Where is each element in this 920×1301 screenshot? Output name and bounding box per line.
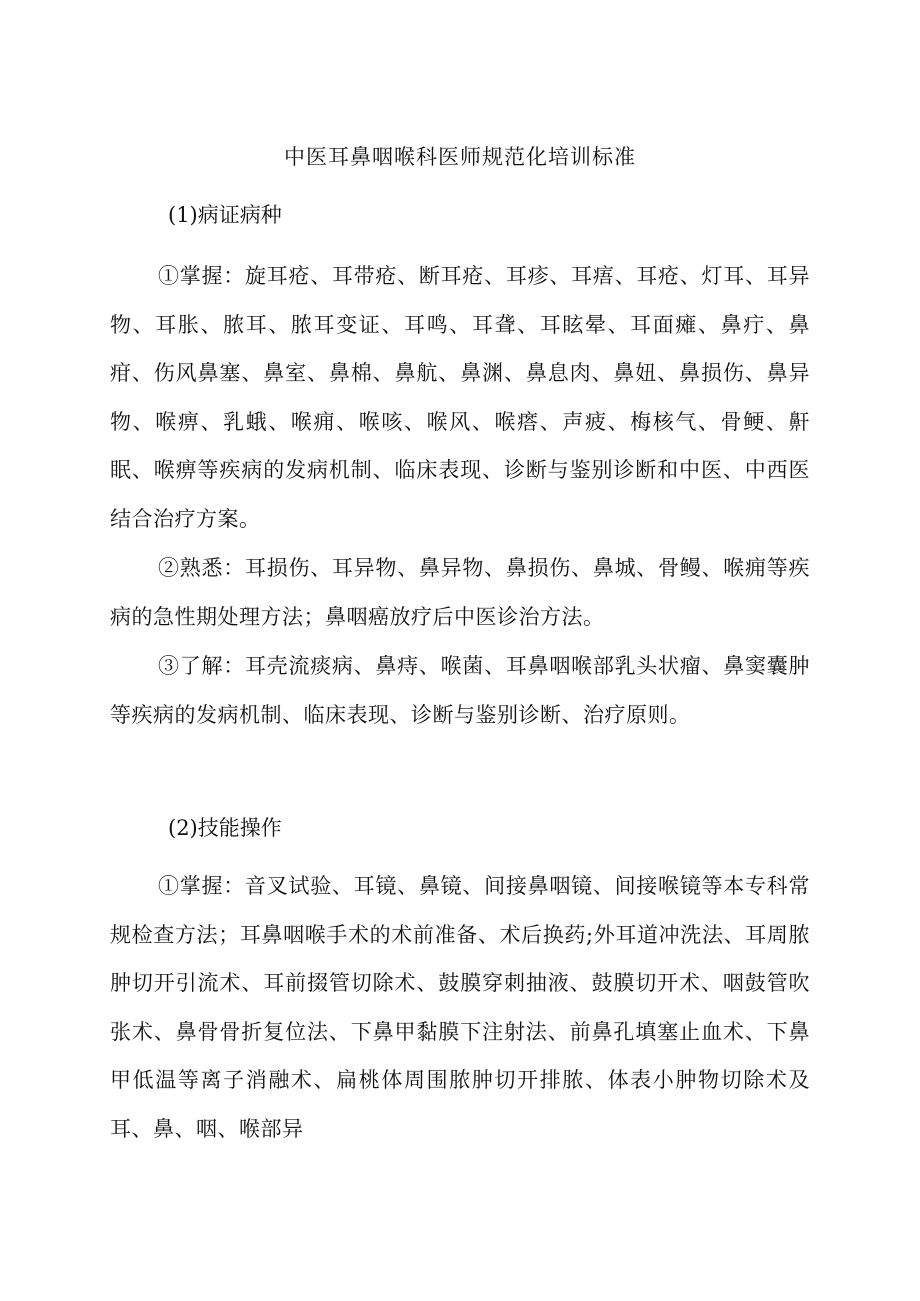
paragraph-master-skills: ①掌握：音叉试验、耳镜、鼻镜、间接鼻咽镜、间接喉镜等本专科常规检查方法；耳鼻咽喉手术的术前准备、术后换药;外耳道冲洗法、耳周脓肿切开引流术、耳前掇管切除术、鼓膜穿刺抽液、鼓膜切开术、咽鼓管吹张术、鼻骨骨折复位法、下鼻甲黏膜下注射法、前鼻孔填塞止血术、下鼻甲低温等离子消融术、扁桃体周围脓肿切开排脓、体表小肿物切除术及耳、鼻、咽、喉部异 bbox=[110, 874, 810, 1141]
paragraph-familiar-diseases: ②熟悉：耳损伤、耳异物、鼻异物、鼻损伤、鼻城、骨鳗、喉痈等疾病的急性期处理方法；鼻咽癌放疗后中医诊治方法。 bbox=[110, 556, 810, 629]
paragraph-understand-diseases: ③了解：耳壳流痰病、鼻痔、喉菌、耳鼻咽喉部乳头状瘤、鼻窦囊肿等疾病的发病机制、临床表现、诊断与鉴别诊断、治疗原则。 bbox=[110, 654, 810, 727]
section-heading-diseases: (1)病证病种 bbox=[168, 203, 282, 227]
section-heading-skills: (2)技能操作 bbox=[168, 816, 282, 840]
paragraph-master-diseases: ①掌握：旋耳疮、耳带疮、断耳疮、耳疹、耳痦、耳疮、灯耳、耳异物、耳胀、脓耳、脓耳变证、耳鸣、耳聋、耳眩晕、耳面瘫、鼻疔、鼻疳、伤风鼻塞、鼻室、鼻棉、鼻航、鼻渊、鼻息肉、鼻妞、鼻损伤、鼻异物、喉痹、乳蛾、喉痈、喉咳、喉风、喉瘩、声疲、梅核气、骨鲠、鼾眠、喉痹等疾病的发病机制、临床表现、诊断与鉴别诊断和中医、中西医结合治疗方案。 bbox=[110, 264, 810, 531]
document-title: 中医耳鼻咽喉科医师规范化培训标准 bbox=[284, 145, 636, 169]
